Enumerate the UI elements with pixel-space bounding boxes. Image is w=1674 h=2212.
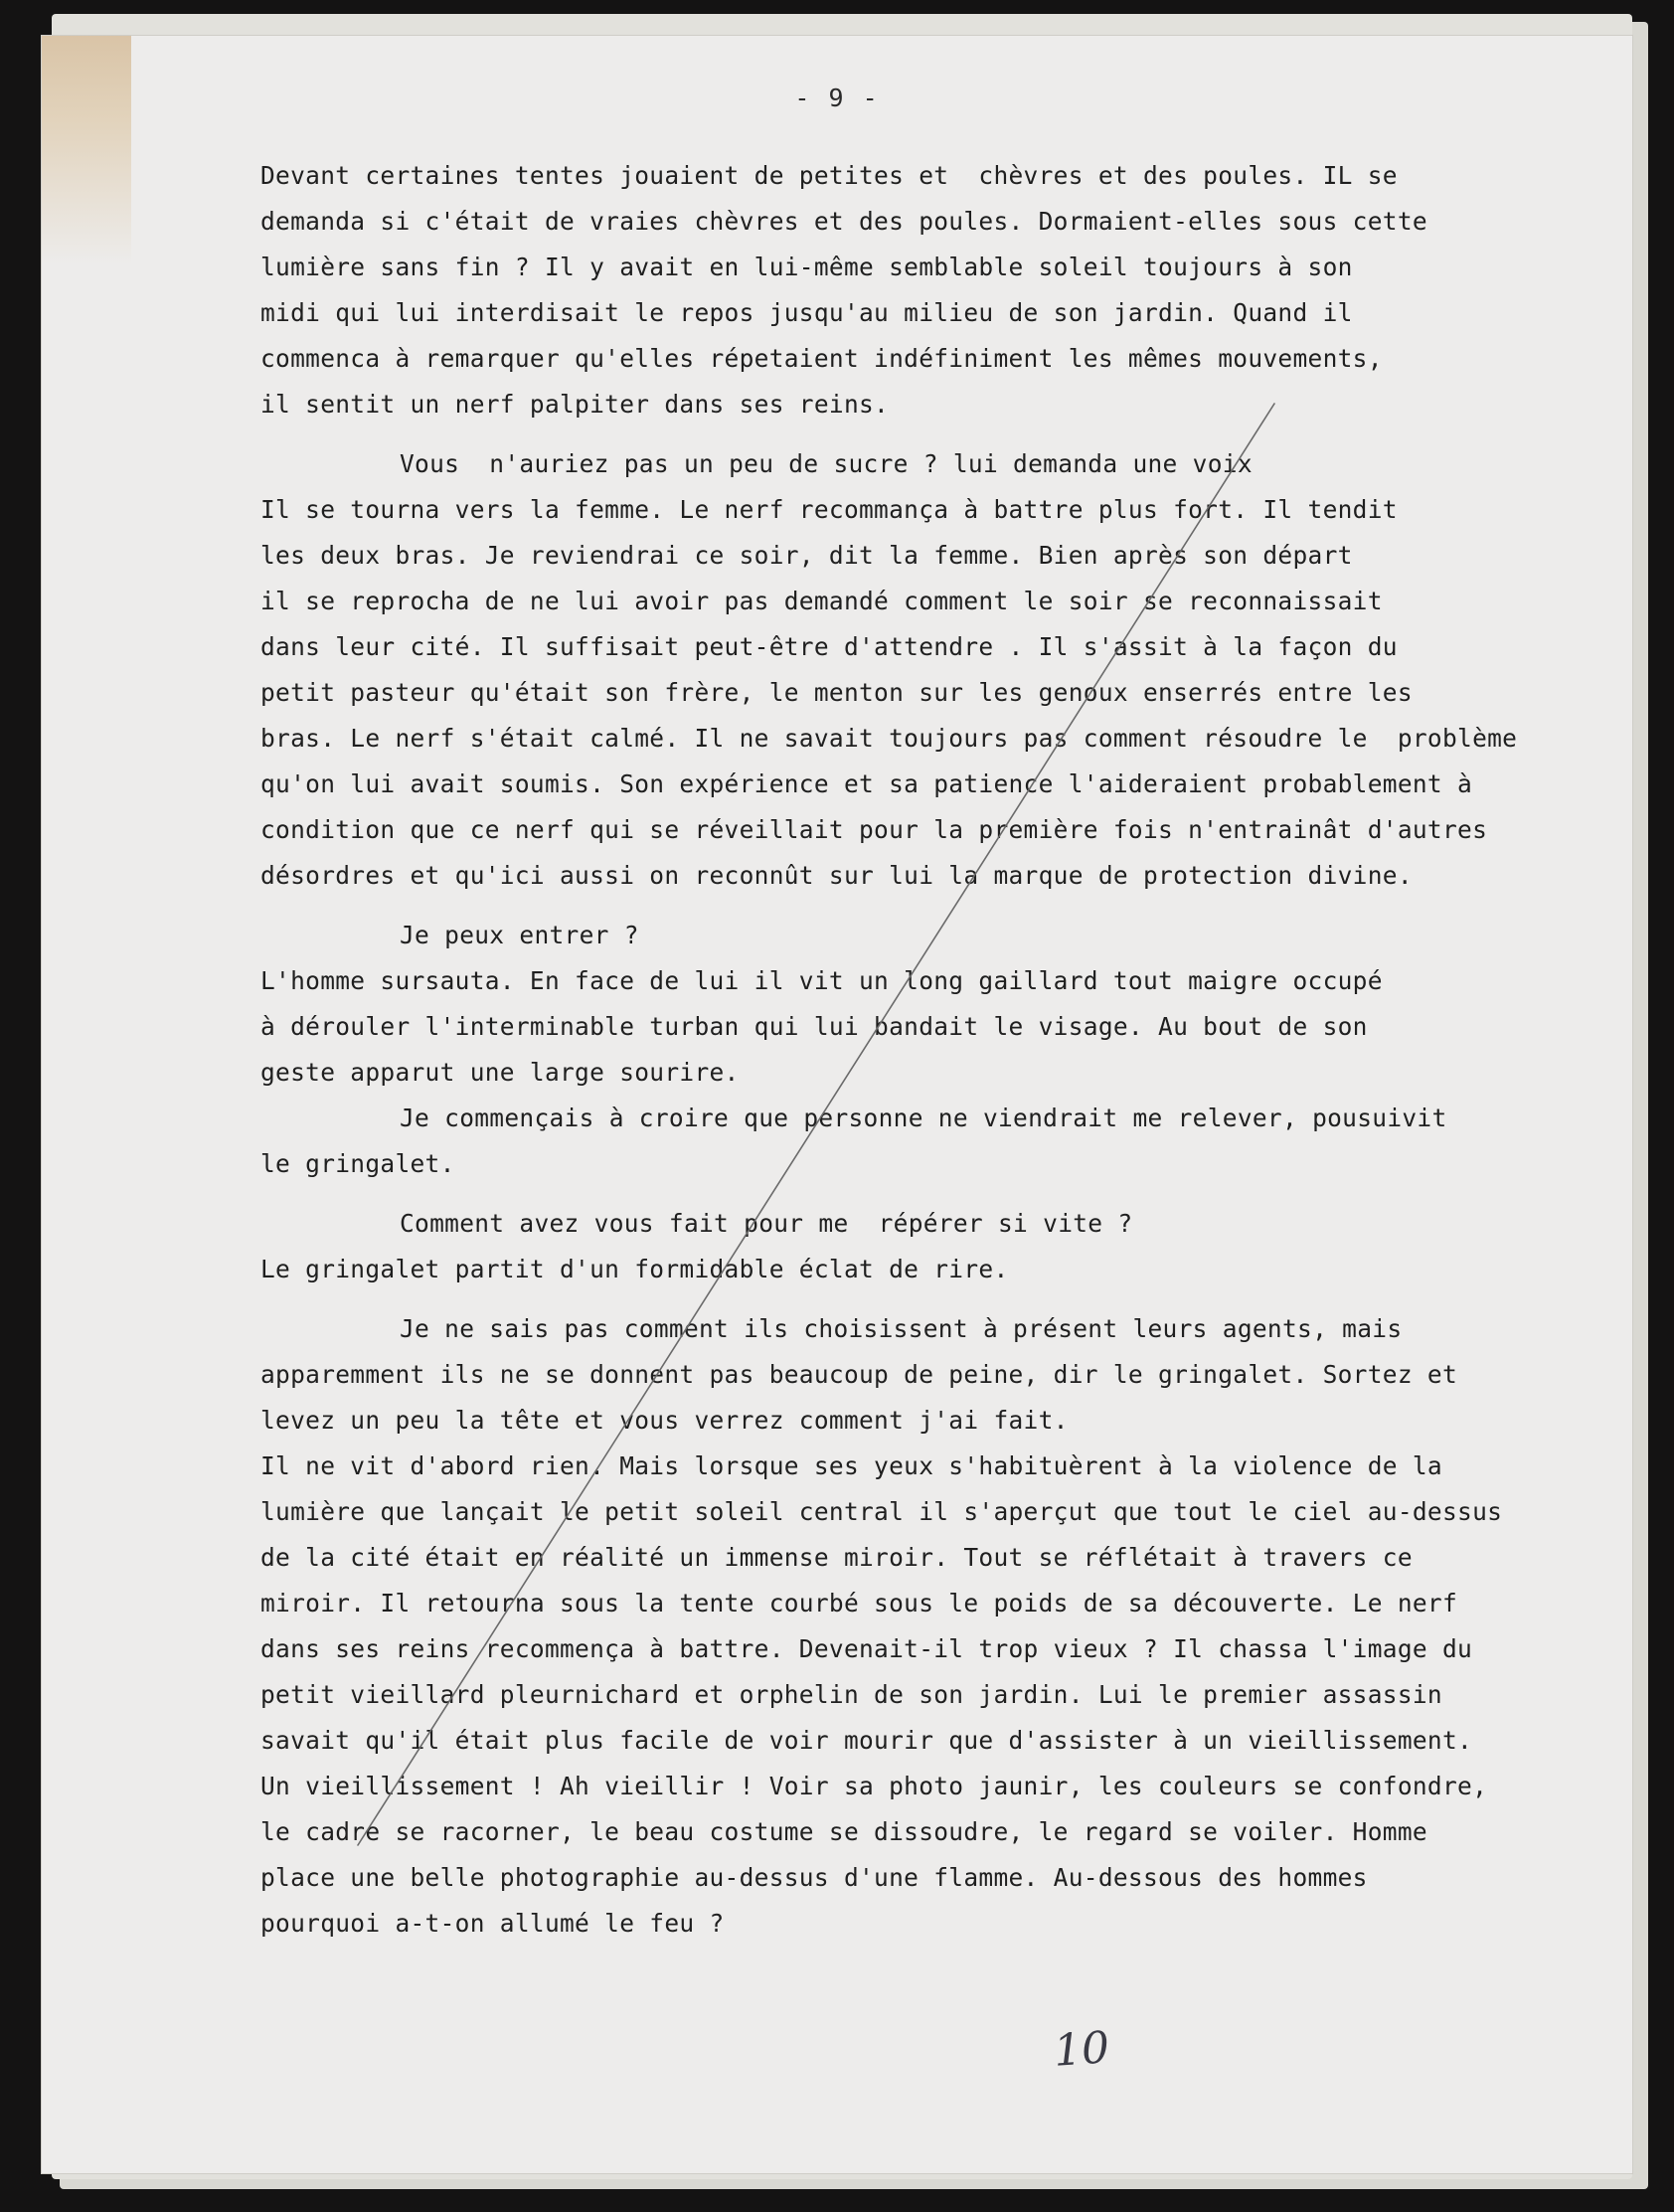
text-line: qu'on lui avait soumis. Son expérience et sa patience l'aideraient probablement à <box>260 769 1473 798</box>
handwritten-folio: 10 <box>1052 2022 1111 2077</box>
text-line: désordres et qu'ici aussi on reconnût sur lui la marque de protection divine. <box>260 861 1413 890</box>
text-line: savait qu'il était plus facile de voir mourir que d'assister à un vieillissement. <box>260 1726 1473 1755</box>
page-number: - 9 - <box>794 84 880 112</box>
text-line: Je commençais à croire que personne ne viendrait me relever, pousuivit <box>400 1104 1447 1132</box>
text-line: dans ses reins recommença à battre. Devenait-il trop vieux ? Il chassa l'image du <box>260 1634 1473 1663</box>
text-line: Un vieillissement ! Ah vieillir ! Voir sa photo jaunir, les couleurs se confondre, <box>260 1772 1488 1800</box>
text-line: apparemment ils ne se donnent pas beaucoup de peine, dir le gringalet. Sortez et <box>260 1360 1458 1389</box>
text-line: Devant certaines tentes jouaient de petites et chèvres et des poules. IL se <box>260 161 1398 190</box>
text-line: il sentit un nerf palpiter dans ses reins. <box>260 390 890 419</box>
text-line: Vous n'auriez pas un peu de sucre ? lui demanda une voix <box>400 449 1253 478</box>
text-line: dans leur cité. Il suffisait peut-être d'attendre . Il s'assit à la façon du <box>260 632 1398 661</box>
text-line: commenca à remarquer qu'elles répetaient indéfiniment les mêmes mouvements, <box>260 344 1383 373</box>
text-line: levez un peu la tête et vous verrez comment j'ai fait. <box>260 1406 1069 1435</box>
text-line: petit pasteur qu'était son frère, le menton sur les genoux enserrés entre les <box>260 678 1413 707</box>
text-line: L'homme sursauta. En face de lui il vit un long gaillard tout maigre occupé <box>260 966 1383 995</box>
text-line: midi qui lui interdisait le repos jusqu'au milieu de son jardin. Quand il <box>260 298 1353 327</box>
text-line: bras. Le nerf s'était calmé. Il ne savait toujours pas comment résoudre le problème <box>260 724 1518 753</box>
text-line: miroir. Il retourna sous la tente courbé sous le poids de sa découverte. Le nerf <box>260 1589 1458 1617</box>
text-line: lumière sans fin ? Il y avait en lui-même semblable soleil toujours à son <box>260 253 1353 281</box>
diagonal-pencil-line <box>42 36 1632 2173</box>
text-line: Il se tourna vers la femme. Le nerf recommança à battre plus fort. Il tendit <box>260 495 1398 524</box>
text-line: les deux bras. Je reviendrai ce soir, dit la femme. Bien après son départ <box>260 541 1353 570</box>
text-line: Il ne vit d'abord rien. Mais lorsque ses yeux s'habituèrent à la violence de la <box>260 1451 1442 1480</box>
text-line: à dérouler l'interminable turban qui lui bandait le visage. Au bout de son <box>260 1012 1368 1041</box>
text-line: lumière que lançait le petit soleil central il s'aperçut que tout le ciel au-dessus <box>260 1497 1503 1526</box>
text-line: Comment avez vous fait pour me répérer si vite ? <box>400 1209 1133 1238</box>
typed-page <box>42 36 1632 2173</box>
text-line: il se reprocha de ne lui avoir pas demandé comment le soir se reconnaissait <box>260 587 1383 615</box>
text-line: pourquoi a-t-on allumé le feu ? <box>260 1909 725 1938</box>
text-line: petit vieillard pleurnichard et orphelin de son jardin. Lui le premier assassin <box>260 1680 1442 1709</box>
text-line: place une belle photographie au-dessus d'une flamme. Au-dessous des hommes <box>260 1863 1368 1892</box>
text-line: Je peux entrer ? <box>400 921 639 949</box>
text-line: Je ne sais pas comment ils choisissent à présent leurs agents, mais <box>400 1314 1403 1343</box>
text-line: le gringalet. <box>260 1149 455 1178</box>
text-line: le cadre se racorner, le beau costume se dissoudre, le regard se voiler. Homme <box>260 1817 1427 1846</box>
text-line: geste apparut une large sourire. <box>260 1058 740 1087</box>
text-line: de la cité était en réalité un immense miroir. Tout se réflétait à travers ce <box>260 1543 1413 1572</box>
text-line: condition que ce nerf qui se réveillait pour la première fois n'entrainât d'autres <box>260 815 1488 844</box>
text-line: demanda si c'était de vraies chèvres et des poules. Dormaient-elles sous cette <box>260 207 1427 236</box>
text-line: Le gringalet partit d'un formidable éclat de rire. <box>260 1255 1009 1283</box>
